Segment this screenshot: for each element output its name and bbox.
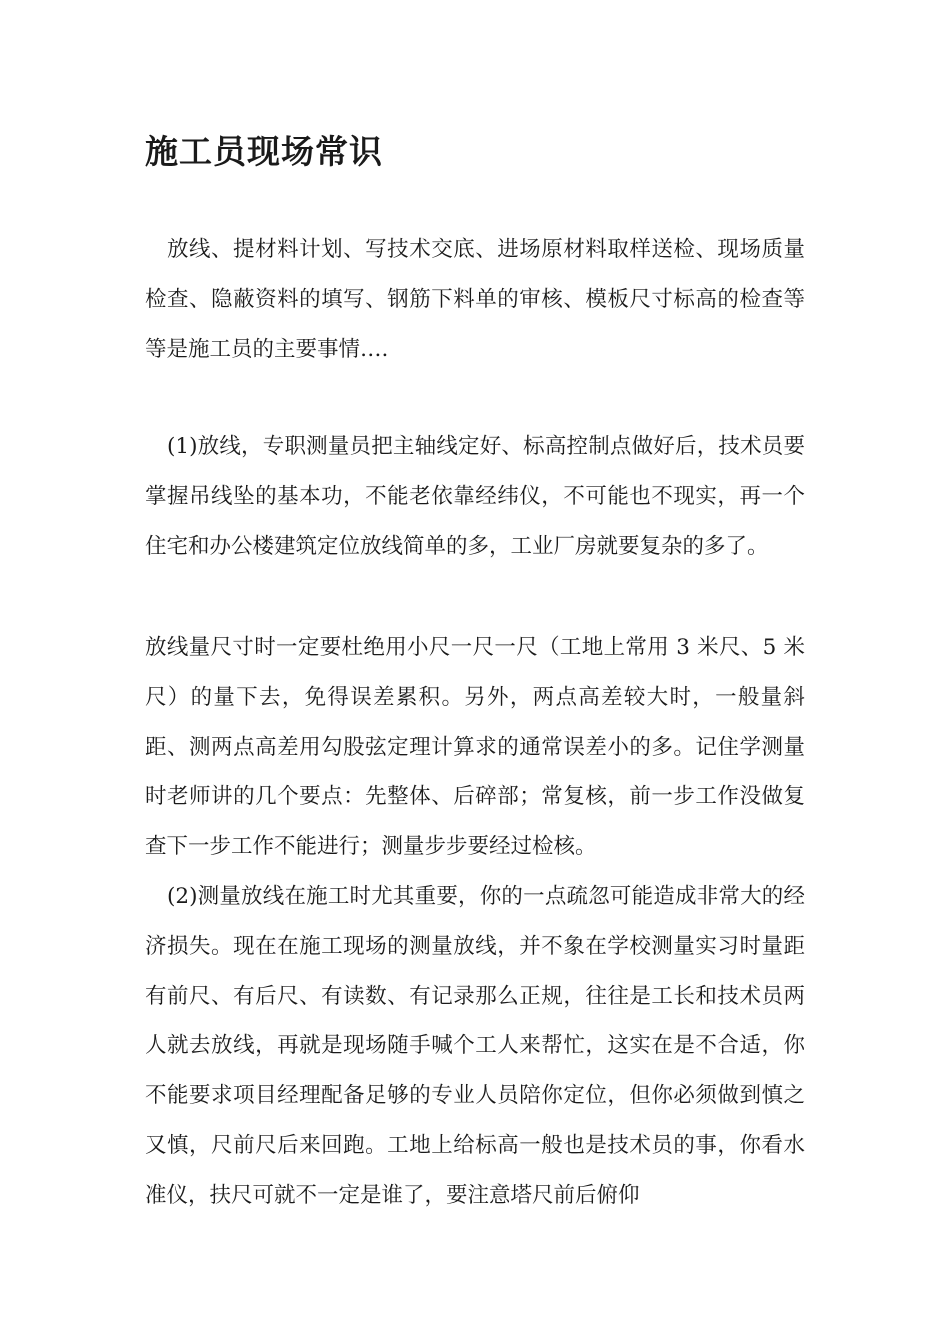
paragraph-duties: 放线、提材料计划、写技术交底、进场原材料取样送检、现场质量检查、隐蔽资料的填写、钢筋下料单的审核、模板尺寸标高的检查等等是施工员的主要事情…. [145, 237, 805, 362]
paragraph-layout-2: (2)测量放线在施工时尤其重要，你的一点疏忽可能造成非常大的经济损失。现在在施工现场的测量放线，并不象在学校测量实习时量距有前尺、有后尺、有读数、有记录那么正规，往往是工长和技术员两人就去放线，再就是现场随手喊个工人来帮忙，这实在是不合适，你不能要求项目经理配备足够的专业人员陪你定位，但你必须做到慎之又慎，尺前尺后来回跑。工地上给标高一般也是技术员的事，你看水准仪，扶尺可就不一定是谁了，要注意塔尺前后俯仰 [145, 884, 805, 1208]
document-title: 施工员现场常识 [145, 132, 383, 171]
paragraph-measuring: 放线量尺寸时一定要杜绝用小尺一尺一尺（工地上常用 3 米尺、5 米尺）的量下去，免得误差累积。另外，两点高差较大时，一般量斜距、测两点高差用勾股弦定理计算求的通常误差小的多。记住学测量时老师讲的几个要点：先整体、后碎部；常复核，前一步工作没做复查下一步工作不能进行；测量步步要经过检核。 [145, 635, 805, 860]
paragraph-layout-1: (1)放线，专职测量员把主轴线定好、标高控制点做好后，技术员要掌握吊线坠的基本功，不能老依靠经纬仪，不可能也不现实，再一个住宅和办公楼建筑定位放线简单的多，工业厂房就要复杂的多了。 [145, 434, 805, 559]
